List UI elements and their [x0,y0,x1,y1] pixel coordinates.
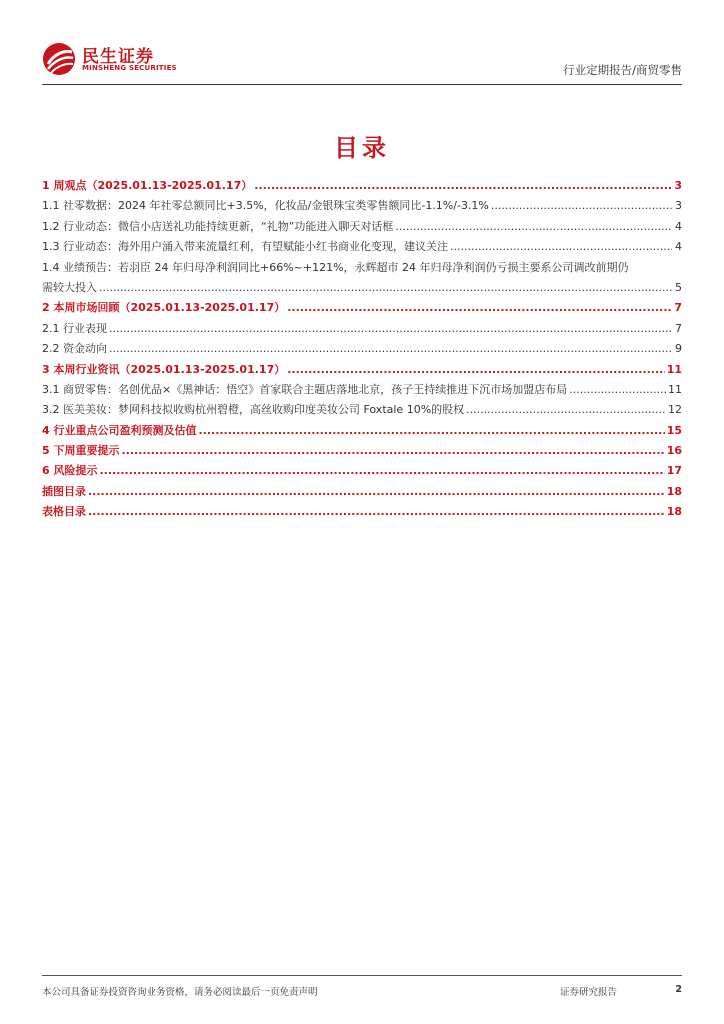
toc-entry-label: 5 下周重要提示 [42,444,120,458]
toc-section-entry[interactable] [42,176,682,196]
toc-page-number: 15 [666,423,682,437]
toc-page-number: 3 [674,179,682,192]
toc-leader-dots [99,278,672,298]
toc-leader-dots [450,237,672,257]
toc-entry-label: 1 周观点（2025.01.13-2025.01.17） [42,179,253,192]
footer-disclaimer: 本公司具备证券投资咨询业务资格，请务必阅读最后一页免责声明 [42,987,318,998]
toc-entry-label: 2 本周市场回顾（2025.01.13-2025.01.17） [42,301,286,315]
toc-leader-dots [569,380,666,400]
toc-entry[interactable] [42,237,682,257]
footer-doc-type: 证券研究报告 [560,987,618,998]
toc-entry-label: 需较大投入 [42,280,97,294]
toc-entry-label: 6 风险提示 [42,464,98,478]
toc-leader-dots [287,360,664,380]
toc-section-entry[interactable] [42,441,682,461]
toc-page-number: 18 [666,505,682,519]
report-type-label: 行业定期报告/商贸零售 [563,63,682,77]
page-header [42,40,682,84]
toc-page-number: 4 [675,240,682,254]
toc-leader-dots [395,217,672,237]
toc-entry-label: 插图目录 [42,484,86,498]
toc-leader-dots [254,176,672,196]
toc-page-number: 7 [674,301,682,315]
toc-leader-dots [88,502,665,522]
toc-leader-dots [109,319,672,339]
toc-section-entry[interactable] [42,360,682,380]
toc-leader-dots [88,482,665,502]
toc-leader-dots [491,196,672,216]
header-divider [42,84,682,85]
toc-section-entry[interactable] [42,461,682,481]
toc-leader-dots [109,339,672,359]
toc-leader-dots [466,400,666,420]
toc-section-entry[interactable] [42,502,682,522]
logo-chinese-name: 民生证券 [82,47,154,67]
logo-english-name: MINSHENG SECURITIES [82,64,177,72]
toc-page-number: 12 [668,403,682,417]
toc-entry[interactable] [42,196,682,216]
toc-entry[interactable] [42,319,682,339]
minsheng-logo-icon [42,42,76,76]
toc-entry-label: 1.1 社零数据：2024 年社零总额同比+3.5%，化妆品/金银珠宝类零售额同比-1.1%/-3.1% [42,199,489,213]
toc-leader-dots [121,441,664,461]
toc-entry-label: 3 本周行业资讯（2025.01.13-2025.01.17） [42,362,286,376]
toc-page-number: 5 [675,280,682,294]
toc-page-number: 4 [675,219,682,233]
toc-page-number: 11 [666,362,682,376]
toc-leader-dots [99,461,664,481]
toc-page-number: 11 [668,382,682,396]
toc-entry[interactable] [42,400,682,420]
toc-leader-dots [198,421,664,441]
toc-leader-dots [287,298,672,318]
toc-entry-label: 表格目录 [42,505,86,519]
toc-entry[interactable] [42,380,682,400]
toc-entry-label: 2.1 行业表现 [42,321,107,335]
toc-entry[interactable] [42,278,682,298]
toc-page-number: 3 [675,199,682,213]
toc-page-number: 17 [666,464,682,478]
toc-page-number: 9 [675,342,682,356]
toc-entry-label: 4 行业重点公司盈利预测及估值 [42,423,197,437]
toc-section-entry[interactable] [42,482,682,502]
toc-entry[interactable] [42,217,682,237]
toc-entry[interactable] [42,339,682,359]
toc-section-entry[interactable] [42,298,682,318]
toc-page-number: 16 [666,444,682,458]
toc-entry-label: 3.2 医美美妆：梦网科技拟收购杭州碧橙，高丝收购印度美妆公司 Foxtale 10%的股权 [42,403,465,417]
toc-page-number: 18 [666,484,682,498]
toc-entry-label: 1.3 行业动态：海外用户涌入带来流量红利，有望赋能小红书商业化变现，建议关注 [42,240,448,254]
toc-entry-label: 2.2 资金动向 [42,342,107,356]
toc-entry-line[interactable]: 1.4 业绩预告：若羽臣 24 年归母净利润同比+66%~+121%，永辉超市 24 年归母净利润仍亏损主要系公司调改前期仍 [42,260,629,274]
table-of-contents [42,176,682,523]
page-title: 目录 [334,134,390,162]
page-number: 2 [675,984,682,995]
toc-entry-label: 3.1 商贸零售：名创优品×《黑神话：悟空》首家联合主题店落地北京，孩子王持续推进下沉市场加盟店布局 [42,382,568,396]
toc-section-entry[interactable] [42,421,682,441]
toc-entry-label: 1.2 行业动态：微信小店送礼功能持续更新，“礼物”功能进入聊天对话框 [42,219,394,233]
toc-page-number: 7 [675,321,682,335]
footer-divider [42,975,682,976]
company-logo [42,40,192,80]
